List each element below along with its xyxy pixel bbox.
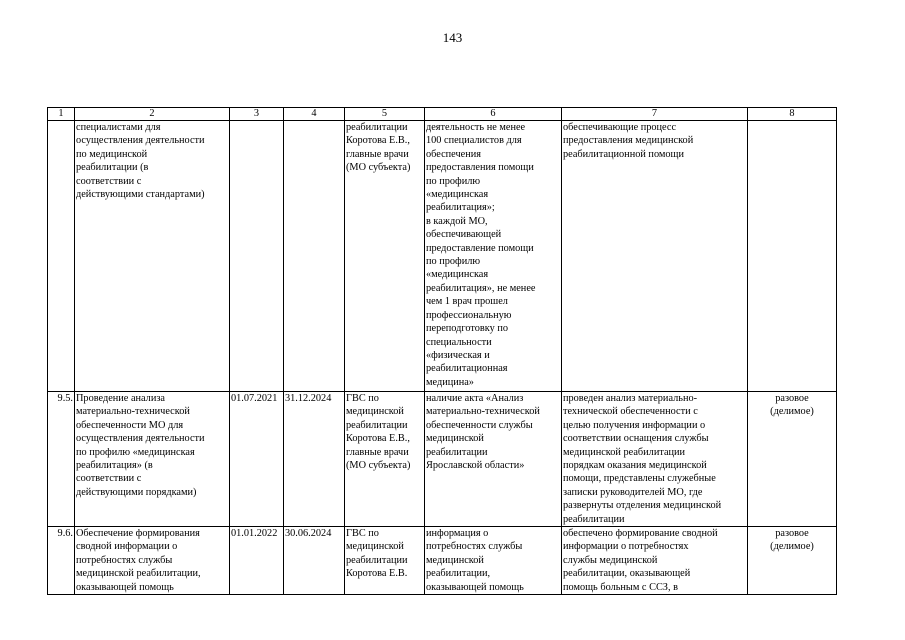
end-date-cell: 31.12.2024	[284, 392, 345, 527]
column-number: 2	[75, 108, 230, 121]
frequency-cell	[748, 121, 837, 392]
indicator-cell: деятельность не менее 100 специалистов для обеспечения предоставления помощи по профилю «медицинская реабилитация»; в каждой МО, обеспечивающей предоставление помощи по профилю «медицинская реабилитация», не менее чем 1 врач прошел профессиональную переподготовку по специальности «физическая и реабилитационная медицина»	[425, 121, 562, 392]
page-number: 143	[442, 30, 463, 45]
responsible-cell: ГВС по медицинской реабилитации Коротова Е.В.	[345, 527, 425, 595]
table-row	[48, 121, 837, 392]
item-number: 9.5.	[48, 392, 75, 527]
responsible-cell: ГВС по медицинской реабилитации Коротова Е.В., главные врачи (МО субъекта)	[345, 392, 425, 527]
column-number: 4	[284, 108, 345, 121]
event-cell: Обеспечение формирования сводной информации о потребностях службы медицинской реабилитации, оказывающей помощь	[75, 527, 230, 595]
column-numbers-row	[48, 108, 837, 121]
start-date-cell	[230, 121, 284, 392]
end-date-cell	[284, 121, 345, 392]
column-number: 3	[230, 108, 284, 121]
start-date-cell: 01.01.2022	[230, 527, 284, 595]
table-row	[48, 392, 837, 527]
column-number: 1	[48, 108, 75, 121]
responsible-cell: реабилитации Коротова Е.В., главные врачи (МО субъекта)	[345, 121, 425, 392]
result-cell: обеспечивающие процесс предоставления медицинской реабилитационной помощи	[562, 121, 748, 392]
column-number: 6	[425, 108, 562, 121]
plan-table	[47, 107, 837, 595]
event-cell: специалистами для осуществления деятельности по медицинской реабилитации (в соответствии с действующими стандартами)	[75, 121, 230, 392]
end-date-cell: 30.06.2024	[284, 527, 345, 595]
start-date-cell: 01.07.2021	[230, 392, 284, 527]
indicator-cell: информация о потребностях службы медицинской реабилитации, оказывающей помощь	[425, 527, 562, 595]
column-number: 8	[748, 108, 837, 121]
result-cell: обеспечено формирование сводной информации о потребностях службы медицинской реабилитации, оказывающей помощь больным с ССЗ, в	[562, 527, 748, 595]
column-number: 7	[562, 108, 748, 121]
table-row	[48, 527, 837, 595]
column-number: 5	[345, 108, 425, 121]
frequency-cell: разовое (делимое)	[748, 392, 837, 527]
indicator-cell: наличие акта «Анализ материально-технической обеспеченности службы медицинской реабилитации Ярославской области»	[425, 392, 562, 527]
item-number: 9.6.	[48, 527, 75, 595]
result-cell: проведен анализ материально- технической обеспеченности с целью получения информации о соответствии оснащения службы медицинской реабилитации порядкам оказания медицинской помощи, представлены служебные записки руководителей МО, где развернуты отделения медицинской реабилитации	[562, 392, 748, 527]
frequency-cell: разовое (делимое)	[748, 527, 837, 595]
event-cell: Проведение анализа материально-технической обеспеченности МО для осуществления деятельности по профилю «медицинская реабилитация» (в соответствии с действующими порядками)	[75, 392, 230, 527]
item-number	[48, 121, 75, 392]
